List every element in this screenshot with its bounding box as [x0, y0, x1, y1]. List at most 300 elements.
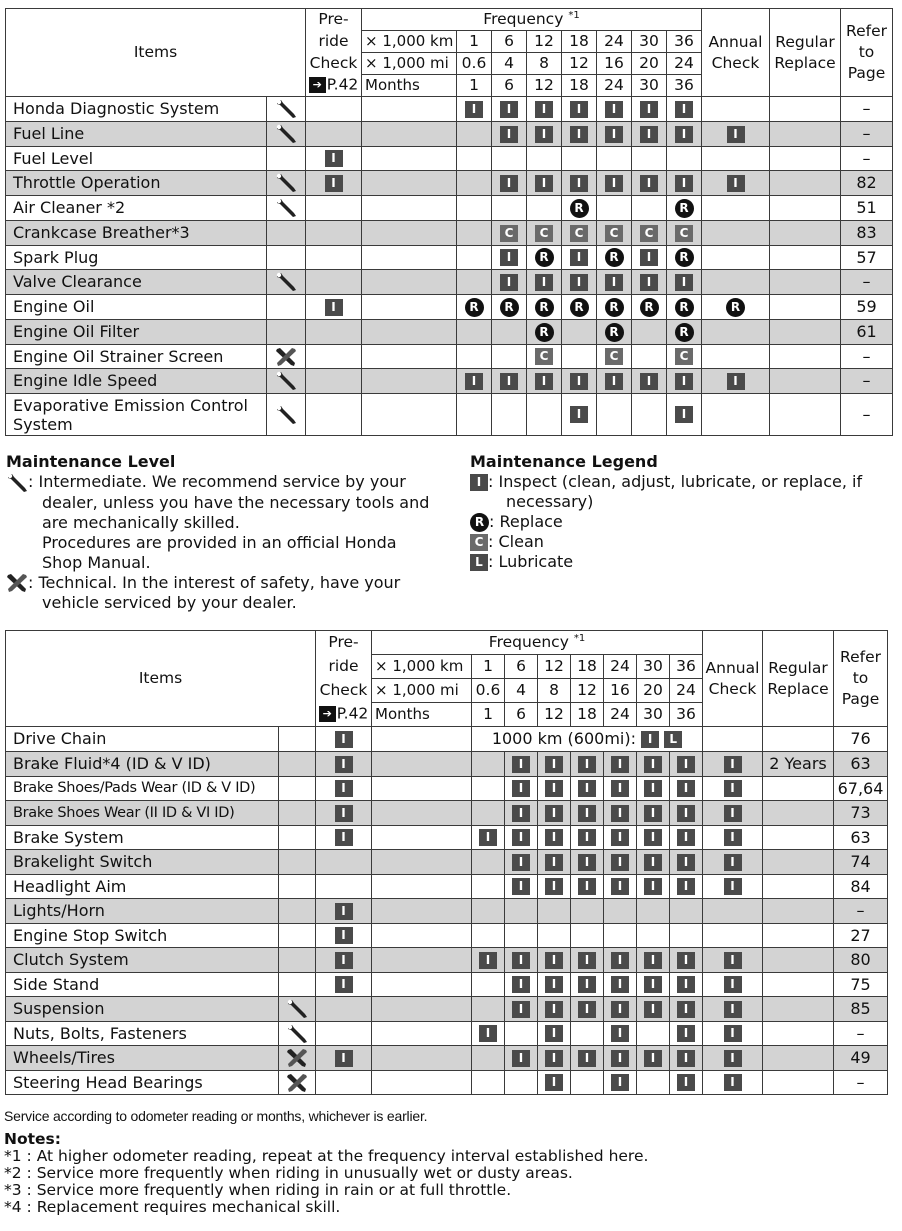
legend-text: Shop Manual.	[42, 552, 151, 572]
wrench-icon	[286, 999, 308, 1019]
inspect-symbol-icon: I	[578, 952, 596, 969]
inspect-symbol-icon: I	[545, 780, 563, 797]
frequency-cell	[457, 171, 492, 196]
regular-replace-cell	[770, 345, 841, 369]
inspect-symbol-icon: I	[605, 175, 623, 192]
regular-replace-cell	[770, 97, 841, 122]
frequency-cell	[571, 777, 604, 801]
annual-check-header-label: Annual	[705, 658, 760, 677]
interval-km: 1	[472, 655, 505, 679]
unit-cell	[372, 924, 472, 948]
frequency-cell	[492, 345, 527, 369]
inspect-symbol-icon: I	[644, 805, 662, 822]
legend-inspect	[470, 472, 890, 512]
replace-symbol-icon: R	[675, 323, 694, 342]
item-name: Honda Diagnostic System	[6, 97, 267, 122]
inspect-symbol-icon: I	[677, 1025, 695, 1042]
inspect-symbol-icon: I	[578, 829, 596, 846]
replace-symbol-icon: R	[605, 323, 624, 342]
annual-cell	[702, 270, 770, 295]
inspect-symbol-icon: I	[611, 854, 629, 871]
frequency-cell	[505, 777, 538, 801]
clean-symbol-icon: C	[605, 225, 623, 242]
wrench-icon	[275, 371, 297, 391]
clean-symbol-icon: C	[500, 225, 518, 242]
annual-cell	[702, 394, 770, 436]
item-name: Throttle Operation	[6, 171, 267, 196]
page-arrow-icon: ➔	[319, 706, 336, 722]
unit-cell	[362, 270, 457, 295]
replace-symbol-icon: R	[470, 513, 489, 532]
regular-replace-cell	[763, 973, 834, 997]
legend-text: vehicle serviced by your dealer.	[42, 593, 297, 612]
item-name: Headlight Aim	[6, 875, 279, 899]
preride-cell	[306, 295, 362, 320]
preride-cell	[306, 122, 362, 147]
frequency-cell	[604, 1022, 637, 1046]
frequency-cell	[527, 196, 562, 221]
frequency-cell	[472, 777, 505, 801]
inspect-symbol-icon: I	[727, 175, 745, 192]
regular-replace-cell	[770, 122, 841, 147]
frequency-cell	[637, 801, 670, 826]
frequency-cell	[505, 875, 538, 899]
unit-label-months: Months	[372, 703, 472, 727]
frequency-cell	[597, 295, 632, 320]
frequency-cell	[632, 345, 667, 369]
preride-cell	[306, 345, 362, 369]
unit-cell	[372, 801, 472, 826]
annual-cell	[702, 320, 770, 345]
frequency-cell	[571, 1046, 604, 1071]
table-row	[6, 270, 893, 295]
frequency-cell	[527, 246, 562, 270]
level-cell	[267, 246, 306, 270]
inspect-symbol-icon: I	[640, 101, 658, 118]
refer-page-cell: 57	[841, 246, 893, 270]
inspect-symbol-icon: I	[677, 878, 695, 895]
refer-page-cell: 61	[841, 320, 893, 345]
crossed-tools-icon	[286, 1048, 308, 1068]
regular-replace-cell	[763, 997, 834, 1022]
level-cell	[279, 727, 316, 752]
frequency-footnote: *1	[573, 633, 586, 645]
frequency-cell	[562, 171, 597, 196]
inspect-symbol-icon: I	[677, 1050, 695, 1067]
frequency-cell	[562, 122, 597, 147]
level-cell	[279, 752, 316, 777]
interval-months: 24	[604, 703, 637, 727]
frequency-cell	[597, 246, 632, 270]
frequency-cell	[562, 270, 597, 295]
inspect-symbol-icon: I	[605, 126, 623, 143]
frequency-cell	[667, 196, 702, 221]
refer-page-header	[841, 9, 893, 97]
frequency-cell	[571, 752, 604, 777]
refer-page-cell: –	[841, 122, 893, 147]
frequency-cell	[632, 147, 667, 171]
level-cell	[267, 221, 306, 246]
annual-cell	[702, 122, 770, 147]
item-name: Brakelight Switch	[6, 850, 279, 875]
regular-replace-header-label: Regular	[775, 32, 835, 51]
inspect-symbol-icon: I	[335, 731, 353, 748]
annual-cell	[703, 997, 763, 1022]
interval-months: 24	[597, 75, 632, 97]
inspect-symbol-icon: I	[570, 175, 588, 192]
frequency-cell	[667, 221, 702, 246]
frequency-cell	[670, 1071, 703, 1095]
annual-cell	[703, 899, 763, 924]
inspect-symbol-icon: I	[605, 101, 623, 118]
interval-mi: 12	[562, 53, 597, 75]
item-name: Drive Chain	[6, 727, 279, 752]
level-cell	[267, 345, 306, 369]
unit-cell	[362, 97, 457, 122]
replace-symbol-icon: R	[640, 298, 659, 317]
items-header-label: Items	[133, 42, 178, 61]
interval-mi: 8	[527, 53, 562, 75]
item-name: Crankcase Breather*3	[6, 221, 267, 246]
inspect-symbol-icon: I	[644, 1050, 662, 1067]
legend-text: are mechanically skilled.	[42, 512, 240, 532]
inspect-symbol-icon: I	[611, 1050, 629, 1067]
level-cell	[279, 924, 316, 948]
frequency-cell	[571, 875, 604, 899]
level-cell	[279, 875, 316, 899]
frequency-cell	[632, 196, 667, 221]
interval-mi: 4	[505, 679, 538, 703]
unit-label-months: Months	[362, 75, 457, 97]
interval-mi: 24	[670, 679, 703, 703]
inspect-symbol-icon: I	[724, 805, 742, 822]
frequency-cell	[667, 270, 702, 295]
clean-symbol-icon: C	[570, 225, 588, 242]
frequency-cell	[562, 295, 597, 320]
wrench-icon	[275, 173, 297, 193]
frequency-cell	[538, 826, 571, 850]
inspect-symbol-icon: I	[644, 854, 662, 871]
frequency-cell	[604, 752, 637, 777]
crossed-tools-icon	[275, 347, 297, 367]
preride-header-label: ride	[318, 31, 349, 50]
maintenance-table-1	[5, 8, 893, 436]
inspect-symbol-icon: I	[578, 1050, 596, 1067]
frequency-cell	[457, 221, 492, 246]
inspect-symbol-icon: I	[512, 952, 530, 969]
frequency-cell	[637, 777, 670, 801]
item-name	[6, 394, 267, 436]
frequency-cell	[637, 1022, 670, 1046]
legend-text: Procedures are provided in an official Honda	[42, 532, 397, 552]
annual-cell	[703, 973, 763, 997]
table-row	[6, 752, 888, 777]
frequency-cell	[632, 171, 667, 196]
item-name: Clutch System	[6, 948, 279, 973]
inspect-symbol-icon: I	[611, 756, 629, 773]
interval-km: 6	[505, 655, 538, 679]
inspect-symbol-icon: I	[578, 976, 596, 993]
frequency-cell	[632, 320, 667, 345]
frequency-cell	[457, 246, 492, 270]
annual-check-header-label: Check	[708, 679, 757, 698]
interval-km: 30	[637, 655, 670, 679]
inspect-symbol-icon: I	[724, 756, 742, 773]
table-row	[6, 850, 888, 875]
frequency-cell	[667, 246, 702, 270]
unit-cell	[362, 369, 457, 394]
inspect-symbol-icon: I	[479, 1025, 497, 1042]
inspect-symbol-icon: I	[465, 373, 483, 390]
inspect-symbol-icon: I	[335, 927, 353, 944]
inspect-symbol-icon: I	[545, 976, 563, 993]
replace-symbol-icon: R	[570, 199, 589, 218]
level-cell	[267, 196, 306, 221]
frequency-cell	[571, 1022, 604, 1046]
frequency-cell	[637, 1046, 670, 1071]
maintenance-legend	[470, 452, 890, 572]
inspect-symbol-icon: I	[545, 829, 563, 846]
inspect-symbol-icon: I	[641, 731, 659, 748]
table-row	[6, 777, 888, 801]
legend-clean: C : Clean	[470, 532, 890, 552]
legend-line	[6, 493, 446, 513]
annual-cell	[703, 875, 763, 899]
item-name: Engine Oil Strainer Screen	[6, 345, 267, 369]
inspect-symbol-icon: I	[644, 829, 662, 846]
inspect-symbol-icon: I	[545, 805, 563, 822]
unit-label-mi: × 1,000 mi	[362, 53, 457, 75]
inspect-symbol-icon: I	[570, 373, 588, 390]
inspect-symbol-icon: I	[500, 175, 518, 192]
level-cell	[279, 850, 316, 875]
frequency-cell	[571, 801, 604, 826]
frequency-cell	[632, 270, 667, 295]
frequency-cell	[505, 752, 538, 777]
frequency-cell	[597, 369, 632, 394]
frequency-cell	[538, 801, 571, 826]
refer-page-cell: 49	[834, 1046, 888, 1071]
frequency-label: Frequency	[483, 10, 569, 29]
frequency-cell	[604, 777, 637, 801]
inspect-symbol-icon: I	[644, 878, 662, 895]
refer-page-cell: –	[834, 1071, 888, 1095]
inspect-symbol-icon: I	[335, 756, 353, 773]
frequency-cell	[527, 147, 562, 171]
legend-text: : Inspect (clean, adjust, lubricate, or replace, if	[488, 472, 863, 491]
interval-km: 36	[670, 655, 703, 679]
item-name: Engine Idle Speed	[6, 369, 267, 394]
interval-km: 12	[538, 655, 571, 679]
frequency-cell	[604, 801, 637, 826]
inspect-symbol-icon: I	[335, 903, 353, 920]
replace-symbol-icon: R	[675, 298, 694, 317]
items-header	[6, 9, 306, 97]
frequency-cell	[597, 196, 632, 221]
preride-cell	[316, 1071, 372, 1095]
frequency-cell	[670, 875, 703, 899]
annual-cell	[702, 295, 770, 320]
unit-cell	[362, 246, 457, 270]
preride-cell	[316, 997, 372, 1022]
unit-cell	[372, 1071, 472, 1095]
table-row	[6, 727, 888, 752]
refer-page-cell: –	[841, 147, 893, 171]
frequency-cell	[505, 1022, 538, 1046]
inspect-symbol-icon: I	[535, 373, 553, 390]
preride-header	[316, 679, 372, 703]
inspect-symbol-icon: I	[512, 1001, 530, 1018]
annual-cell	[702, 97, 770, 122]
inspect-symbol-icon: I	[640, 274, 658, 291]
interval-km: 1	[457, 31, 492, 53]
frequency-cell	[571, 1071, 604, 1095]
interval-months: 18	[571, 703, 604, 727]
table-row	[6, 196, 893, 221]
inspect-symbol-icon: I	[724, 1001, 742, 1018]
level-cell	[267, 122, 306, 147]
refer-page-cell: 76	[834, 727, 888, 752]
notes-title: Notes:	[4, 1130, 61, 1148]
refer-page-header-label: Refer	[840, 648, 881, 666]
unit-cell	[372, 948, 472, 973]
refer-page-cell: 59	[841, 295, 893, 320]
refer-page-cell: 84	[834, 875, 888, 899]
interval-mi: 0.6	[472, 679, 505, 703]
inspect-symbol-icon: I	[512, 878, 530, 895]
preride-cell	[316, 924, 372, 948]
preride-cell	[316, 801, 372, 826]
interval-months: 30	[637, 703, 670, 727]
frequency-cell	[527, 270, 562, 295]
frequency-cell	[492, 147, 527, 171]
level-cell	[267, 147, 306, 171]
preride-header-label: Check	[319, 680, 368, 699]
inspect-symbol-icon: I	[512, 780, 530, 797]
preride-cell	[306, 147, 362, 171]
frequency-cell	[597, 97, 632, 122]
inspect-symbol-icon: I	[675, 175, 693, 192]
inspect-symbol-icon: I	[640, 249, 658, 266]
frequency-cell	[670, 924, 703, 948]
frequency-cell	[604, 875, 637, 899]
inspect-symbol-icon: I	[611, 1025, 629, 1042]
unit-cell	[362, 221, 457, 246]
interval-km: 18	[562, 31, 597, 53]
frequency-cell	[670, 973, 703, 997]
frequency-cell	[571, 899, 604, 924]
frequency-cell	[472, 801, 505, 826]
regular-replace-cell	[770, 270, 841, 295]
level-cell	[267, 97, 306, 122]
replace-symbol-icon: R	[726, 298, 745, 317]
frequency-cell	[562, 97, 597, 122]
level-cell	[279, 948, 316, 973]
interval-km: 12	[527, 31, 562, 53]
inspect-symbol-icon: I	[677, 805, 695, 822]
table-row	[6, 97, 893, 122]
preride-header	[306, 53, 362, 75]
refer-page-header-label: Page	[841, 690, 880, 708]
level-cell	[267, 394, 306, 436]
annual-check-header	[703, 631, 763, 727]
annual-cell	[702, 171, 770, 196]
refer-page-cell: –	[841, 394, 893, 436]
inspect-symbol-icon: I	[535, 101, 553, 118]
interval-months: 1	[472, 703, 505, 727]
frequency-cell	[597, 345, 632, 369]
regular-replace-header-label: Regular	[768, 658, 828, 677]
interval-months: 12	[538, 703, 571, 727]
frequency-cell	[472, 1046, 505, 1071]
frequency-cell	[637, 948, 670, 973]
preride-cell	[306, 97, 362, 122]
preride-cell	[316, 752, 372, 777]
inspect-symbol-icon: I	[545, 854, 563, 871]
inspect-symbol-icon: I	[611, 878, 629, 895]
inspect-symbol-icon: I	[479, 952, 497, 969]
unit-label-mi: × 1,000 mi	[372, 679, 472, 703]
inspect-symbol-icon: I	[545, 756, 563, 773]
refer-page-cell: 83	[841, 221, 893, 246]
interval-mi: 8	[538, 679, 571, 703]
frequency-cell	[472, 752, 505, 777]
inspect-symbol-icon: I	[677, 854, 695, 871]
interval-months: 30	[632, 75, 667, 97]
inspect-symbol-icon: I	[335, 780, 353, 797]
inspect-symbol-icon: I	[724, 976, 742, 993]
maintenance-level-legend	[6, 452, 446, 613]
items-header	[6, 631, 316, 727]
legend-line	[6, 533, 446, 553]
refer-page-cell: 74	[834, 850, 888, 875]
frequency-cell	[670, 777, 703, 801]
preride-cell	[316, 948, 372, 973]
item-name: Air Cleaner *2	[6, 196, 267, 221]
unit-cell	[362, 196, 457, 221]
lubricate-symbol-icon: L	[664, 731, 682, 748]
frequency-cell	[527, 295, 562, 320]
inspect-symbol-icon: I	[470, 474, 488, 491]
interval-km: 30	[632, 31, 667, 53]
frequency-cell	[670, 1022, 703, 1046]
preride-cell	[306, 171, 362, 196]
unit-cell	[362, 147, 457, 171]
preride-cell	[316, 1046, 372, 1071]
inspect-symbol-icon: I	[578, 805, 596, 822]
refer-page-cell: 82	[841, 171, 893, 196]
table-row	[6, 295, 893, 320]
annual-cell	[702, 196, 770, 221]
annual-cell	[702, 246, 770, 270]
frequency-cell	[632, 97, 667, 122]
regular-replace-header	[770, 9, 841, 97]
refer-page-cell: –	[841, 270, 893, 295]
inspect-symbol-icon: I	[512, 1050, 530, 1067]
table-row	[6, 924, 888, 948]
regular-replace-cell	[770, 196, 841, 221]
clean-symbol-icon: C	[675, 225, 693, 242]
frequency-cell	[472, 948, 505, 973]
frequency-cell	[604, 850, 637, 875]
inspect-symbol-icon: I	[675, 373, 693, 390]
unit-cell	[362, 122, 457, 147]
frequency-cell	[472, 1071, 505, 1095]
frequency-cell	[670, 1046, 703, 1071]
interval-km: 6	[492, 31, 527, 53]
frequency-cell	[505, 1046, 538, 1071]
legend-text: : Technical. In the interest of safety, have your	[28, 572, 401, 592]
